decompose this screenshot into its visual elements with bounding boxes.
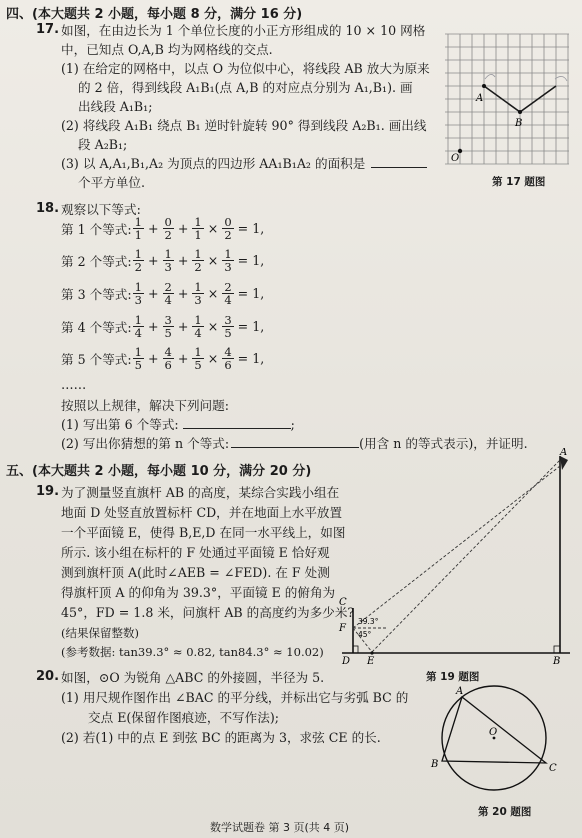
angle-39-label: 39.3° bbox=[358, 617, 379, 626]
q18-part1-blank[interactable] bbox=[183, 416, 291, 429]
q18-intro: 观察以下等式: bbox=[61, 202, 141, 217]
plus-sign: + bbox=[177, 318, 189, 334]
section-four-title: 四、(本大题共 2 小题，每小题 8 分，满分 16 分) bbox=[6, 7, 303, 22]
times-sign: × bbox=[207, 252, 219, 268]
q18-part2-blank[interactable] bbox=[231, 435, 359, 448]
denominator: 4 bbox=[224, 292, 232, 307]
fraction bbox=[192, 314, 203, 339]
numerator: 1 bbox=[194, 246, 202, 261]
numerator: 1 bbox=[134, 279, 142, 294]
denominator: 4 bbox=[134, 325, 142, 340]
sightline-EA bbox=[372, 460, 560, 652]
q20-caption: 第 20 题图 bbox=[478, 806, 532, 818]
numerator: 3 bbox=[164, 312, 172, 327]
q19-line-6: 得旗杆顶 A 的仰角为 39.3°，平面镜 E 的俯角为 bbox=[61, 585, 336, 600]
q17-line-1: 如图，在由边长为 1 个单位长度的小正方形组成的 10 × 10 网格 bbox=[61, 23, 426, 38]
plus-sign: + bbox=[177, 350, 189, 366]
q20-line-3: 交点 E(保留作图痕迹，不写作法); bbox=[88, 710, 279, 725]
denominator: 1 bbox=[134, 227, 142, 242]
label-D: D bbox=[342, 656, 351, 667]
plus-sign: + bbox=[147, 285, 159, 301]
denominator: 5 bbox=[164, 325, 172, 340]
q18-part1-end: ; bbox=[290, 417, 295, 432]
fraction bbox=[163, 248, 174, 273]
numerator: 2 bbox=[224, 279, 232, 294]
denominator: 6 bbox=[164, 357, 172, 372]
q18-part1 bbox=[61, 415, 295, 435]
numerator: 1 bbox=[134, 246, 142, 261]
pencil-marks bbox=[485, 74, 567, 81]
q17-line-3: (1) 在给定的网格中，以点 O 为位似中心，将线段 AB 放大为原来 bbox=[61, 61, 430, 76]
denominator: 2 bbox=[134, 259, 142, 274]
fraction bbox=[163, 346, 174, 371]
fraction bbox=[222, 346, 233, 371]
q19-line-7: 45°，FD = 1.8 米，问旗杆 AB 的高度约为多少米? bbox=[61, 605, 355, 620]
denominator: 2 bbox=[164, 227, 172, 242]
q17-line-9: 个平方单位. bbox=[78, 175, 145, 190]
numerator: 0 bbox=[224, 214, 232, 229]
times-sign: × bbox=[207, 350, 219, 366]
denominator: 3 bbox=[164, 259, 172, 274]
equation-row bbox=[61, 311, 267, 341]
fraction bbox=[163, 314, 174, 339]
equation-row bbox=[61, 343, 267, 373]
numerator: 1 bbox=[164, 246, 172, 261]
flag-icon bbox=[560, 456, 568, 470]
numerator: 1 bbox=[224, 246, 232, 261]
q19-line-1: 为了测量竖直旗杆 AB 的高度，某综合实践小组在 bbox=[61, 485, 340, 500]
equals-one: = 1, bbox=[237, 350, 265, 366]
fraction bbox=[222, 216, 233, 241]
numerator: 2 bbox=[164, 279, 172, 294]
q19-line-3: 一个平面镜 E，使得 B,E,D 在同一水平线上，如图 bbox=[61, 525, 346, 540]
fraction bbox=[222, 281, 233, 306]
q20-number: 20. bbox=[36, 669, 60, 684]
numerator: 1 bbox=[194, 279, 202, 294]
equation-row bbox=[61, 213, 267, 243]
q19-figure bbox=[336, 448, 576, 668]
fraction bbox=[192, 346, 203, 371]
plus-sign: + bbox=[147, 220, 159, 236]
right-angle-B bbox=[554, 646, 560, 653]
q17-caption: 第 17 题图 bbox=[492, 176, 546, 188]
fraction bbox=[192, 248, 203, 273]
q17-line-2: 中，已知点 O,A,B 均为网格线的交点. bbox=[61, 42, 273, 57]
label-O: O bbox=[451, 153, 460, 164]
plus-sign: + bbox=[177, 285, 189, 301]
angle-45-label: 45° bbox=[358, 630, 372, 639]
section-five-title: 五、(本大题共 2 小题，每小题 10 分，满分 20 分) bbox=[6, 464, 312, 479]
denominator: 3 bbox=[134, 292, 142, 307]
q19-line-5: 测到旗杆顶 A(此时∠AEB = ∠FED). 在 F 处测 bbox=[61, 565, 330, 580]
numerator: 0 bbox=[164, 214, 172, 229]
q17-line-6: (2) 将线段 A₁B₁ 绕点 B₁ 逆时针旋转 90° 得到线段 A₂B₁. 画出线 bbox=[61, 118, 427, 133]
label-C: C bbox=[549, 763, 557, 774]
label-B: B bbox=[515, 118, 523, 129]
q20-line-2: (1) 用尺规作图作出 ∠BAC 的平分线，并标出它与劣弧 BC 的 bbox=[61, 690, 409, 705]
q19-line-4: 所示. 该小组在标杆的 F 处通过平面镜 E 恰好观 bbox=[61, 545, 330, 560]
numerator: 1 bbox=[134, 344, 142, 359]
q19-number: 19. bbox=[36, 484, 60, 499]
label-B: B bbox=[553, 656, 561, 667]
label-E: E bbox=[367, 656, 375, 667]
numerator: 4 bbox=[224, 344, 232, 359]
label-F: F bbox=[339, 623, 346, 634]
plus-sign: + bbox=[147, 318, 159, 334]
q17-line-4: 的 2 倍，得到线段 A₁B₁(点 A,B 的对应点分别为 A₁,B₁). 画 bbox=[78, 80, 413, 95]
q19-line-9: (参考数据: tan39.3° ≈ 0.82, tan84.3° ≈ 10.02) bbox=[61, 645, 324, 659]
fraction bbox=[133, 314, 144, 339]
equation-label: 第 2 个等式: bbox=[61, 253, 132, 269]
q19-caption: 第 19 题图 bbox=[426, 671, 480, 683]
plus-sign: + bbox=[147, 252, 159, 268]
equals-one: = 1, bbox=[237, 220, 265, 236]
equals-one: = 1, bbox=[237, 252, 265, 268]
q19-line-2: 地面 D 处竖直放置标杆 CD，并在地面上水平放置 bbox=[61, 505, 343, 520]
point-A bbox=[482, 84, 486, 88]
equation-row bbox=[61, 245, 267, 275]
q20-figure bbox=[428, 683, 568, 801]
q18-part2-end: (用含 n 的等式表示)，并证明. bbox=[359, 436, 528, 451]
numerator: 4 bbox=[164, 344, 172, 359]
label-A: A bbox=[456, 686, 464, 697]
numerator: 1 bbox=[134, 214, 142, 229]
numerator: 3 bbox=[224, 312, 232, 327]
plus-sign: + bbox=[177, 220, 189, 236]
q19-line-8: (结果保留整数) bbox=[61, 626, 139, 640]
denominator: 6 bbox=[224, 357, 232, 372]
denominator: 3 bbox=[224, 259, 232, 274]
plus-sign: + bbox=[147, 350, 159, 366]
q17-line-5: 出线段 A₁B₁; bbox=[78, 99, 153, 114]
fraction bbox=[163, 216, 174, 241]
q17-answer-blank[interactable] bbox=[371, 155, 427, 168]
fraction bbox=[163, 281, 174, 306]
sightline-FA bbox=[353, 466, 560, 628]
label-A: A bbox=[560, 448, 568, 458]
q18-ellipsis: …… bbox=[61, 377, 87, 392]
fraction bbox=[133, 281, 144, 306]
equation-label: 第 4 个等式: bbox=[61, 319, 132, 335]
label-A: A bbox=[476, 93, 484, 104]
numerator: 1 bbox=[194, 214, 202, 229]
denominator: 5 bbox=[194, 357, 202, 372]
q20-line-4: (2) 若(1) 中的点 E 到弦 BC 的距离为 3，求弦 CE 的长. bbox=[61, 730, 381, 745]
denominator: 2 bbox=[224, 227, 232, 242]
fraction bbox=[192, 216, 203, 241]
label-B: B bbox=[431, 759, 439, 770]
label-O: O bbox=[489, 727, 498, 738]
label-C: C bbox=[339, 597, 347, 608]
grid-lines bbox=[445, 34, 569, 164]
q17-line-7: 段 A₂B₁; bbox=[78, 137, 128, 152]
denominator: 1 bbox=[194, 227, 202, 242]
times-sign: × bbox=[207, 220, 219, 236]
q17-grid-figure bbox=[445, 31, 575, 171]
fraction bbox=[222, 248, 233, 273]
q17-number: 17. bbox=[36, 22, 60, 37]
denominator: 4 bbox=[194, 325, 202, 340]
q18-part2-text: (2) 写出你猜想的第 n 个等式: bbox=[61, 436, 230, 451]
mirror-E bbox=[370, 651, 373, 654]
fraction bbox=[192, 281, 203, 306]
times-sign: × bbox=[207, 285, 219, 301]
times-sign: × bbox=[207, 318, 219, 334]
q18-number: 18. bbox=[36, 201, 60, 216]
equation-label: 第 1 个等式: bbox=[61, 221, 132, 237]
q18-rule: 按照以上规律，解决下列问题: bbox=[61, 398, 229, 413]
fraction bbox=[133, 346, 144, 371]
equation-row bbox=[61, 278, 267, 308]
page-footer: 数学试题卷 第 3 页(共 4 页) bbox=[210, 821, 350, 834]
point-B bbox=[518, 110, 522, 114]
plus-sign: + bbox=[177, 252, 189, 268]
equals-one: = 1, bbox=[237, 318, 265, 334]
fraction bbox=[133, 216, 144, 241]
denominator: 2 bbox=[194, 259, 202, 274]
equation-label: 第 5 个等式: bbox=[61, 351, 132, 367]
denominator: 5 bbox=[224, 325, 232, 340]
numerator: 1 bbox=[194, 344, 202, 359]
q17-line-8 bbox=[61, 154, 427, 174]
denominator: 4 bbox=[164, 292, 172, 307]
equals-one: = 1, bbox=[237, 285, 265, 301]
equation-label: 第 3 个等式: bbox=[61, 286, 132, 302]
denominator: 3 bbox=[194, 292, 202, 307]
q17-part3-text: (3) 以 A,A₁,B₁,A₂ 为顶点的四边形 AA₁B₁A₂ 的面积是 bbox=[61, 156, 366, 171]
denominator: 5 bbox=[134, 357, 142, 372]
q20-line-1: 如图，⊙O 为锐角 △ABC 的外接圆，半径为 5. bbox=[61, 670, 325, 685]
q18-part1-text: (1) 写出第 6 个等式: bbox=[61, 417, 179, 432]
fraction bbox=[222, 314, 233, 339]
numerator: 1 bbox=[194, 312, 202, 327]
numerator: 1 bbox=[134, 312, 142, 327]
fraction bbox=[133, 248, 144, 273]
